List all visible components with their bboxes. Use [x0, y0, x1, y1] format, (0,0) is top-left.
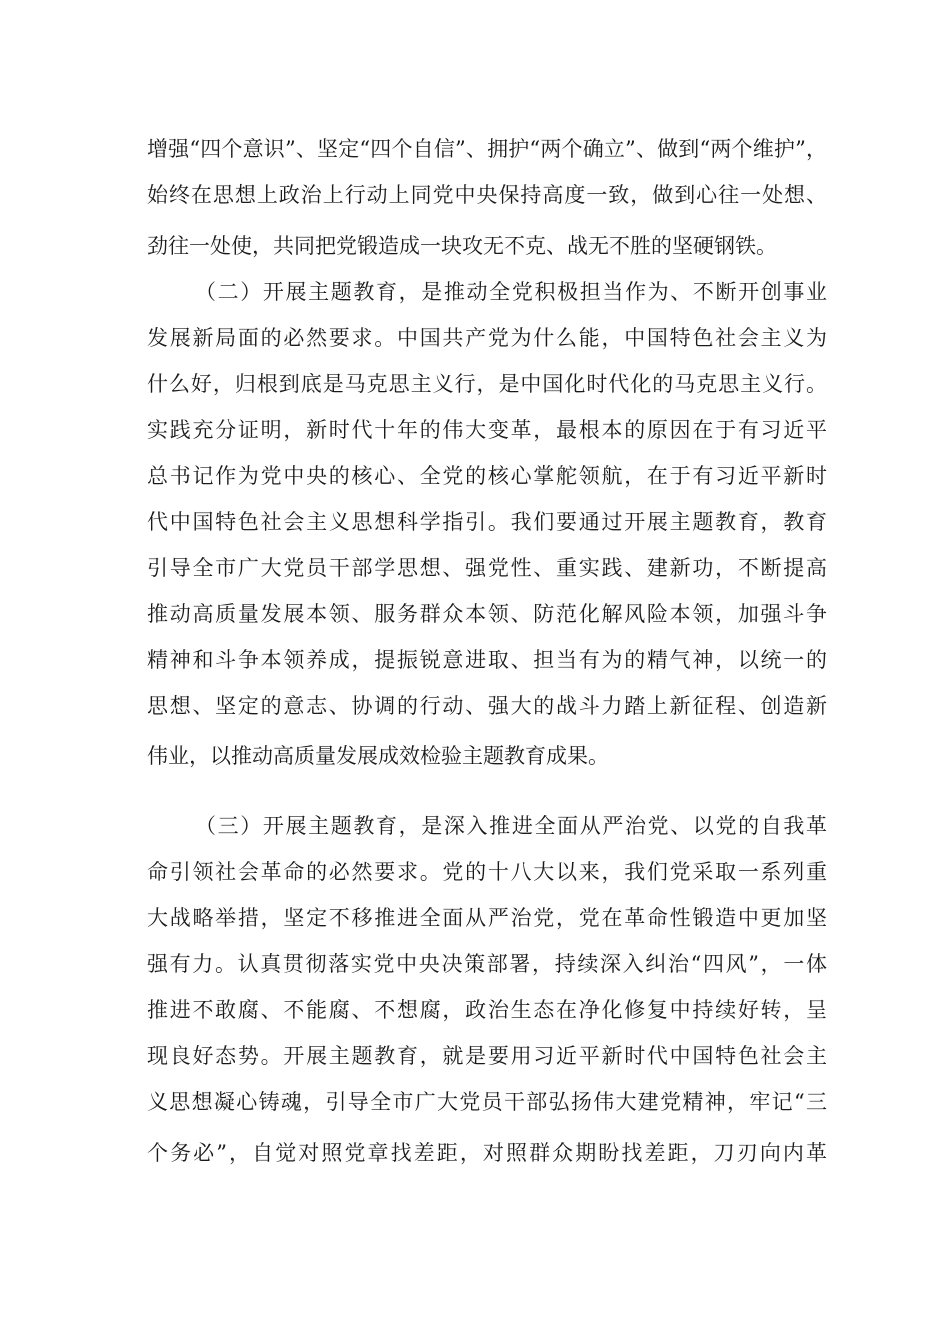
text-line: 实践充分证明，新时代十年的伟大变革，最根本的原因在于有习近平: [147, 418, 827, 442]
text-line: 什么好，归根到底是马克思主义行，是中国化时代化的马克思主义行。: [147, 372, 827, 396]
text-line: 义思想凝心铸魂，引导全市广大党员干部弘扬伟大建党精神，牢记“三: [147, 1090, 827, 1114]
text-line: 代中国特色社会主义思想科学指引。我们要通过开展主题教育，教育: [147, 510, 827, 534]
text-line: 伟业，以推动高质量发展成效检验主题教育成果。: [147, 744, 609, 768]
text-line: 引导全市广大党员干部学思想、强党性、重实践、建新功，不断提高: [147, 556, 827, 580]
text-line: 个务必”，自觉对照党章找差距，对照群众期盼找差距，刀刃向内革: [147, 1141, 827, 1165]
text-line: 劲往一处使，共同把党锻造成一块攻无不克、战无不胜的坚硬钢铁。: [147, 234, 777, 258]
text-line: 强有力。认真贯彻落实党中央决策部署，持续深入纠治“四风”，一体: [147, 952, 827, 976]
text-line: （二）开展主题教育，是推动全党积极担当作为、不断开创事业: [195, 280, 827, 304]
text-line: 总书记作为党中央的核心、全党的核心掌舵领航，在于有习近平新时: [147, 464, 827, 488]
text-line: 命引领社会革命的必然要求。党的十八大以来，我们党采取一系列重: [147, 860, 827, 884]
text-line: 精神和斗争本领养成，提振锐意进取、担当有为的精气神，以统一的: [147, 648, 827, 672]
text-line: 始终在思想上政治上行动上同党中央保持高度一致，做到心往一处想、: [147, 183, 827, 207]
text-line: 大战略举措，坚定不移推进全面从严治党，党在革命性锻造中更加坚: [147, 906, 827, 930]
text-line: 发展新局面的必然要求。中国共产党为什么能，中国特色社会主义为: [147, 326, 827, 350]
text-line: （三）开展主题教育，是深入推进全面从严治党、以党的自我革: [195, 814, 827, 838]
text-line: 增强“四个意识”、坚定“四个自信”、拥护“两个确立”、做到“两个维护”，: [147, 137, 827, 161]
text-line: 现良好态势。开展主题教育，就是要用习近平新时代中国特色社会主: [147, 1044, 827, 1068]
text-line: 思想、坚定的意志、协调的行动、强大的战斗力踏上新征程、创造新: [147, 694, 827, 718]
text-line: 推进不敢腐、不能腐、不想腐，政治生态在净化修复中持续好转，呈: [147, 998, 827, 1022]
text-line: 推动高质量发展本领、服务群众本领、防范化解风险本领，加强斗争: [147, 602, 827, 626]
